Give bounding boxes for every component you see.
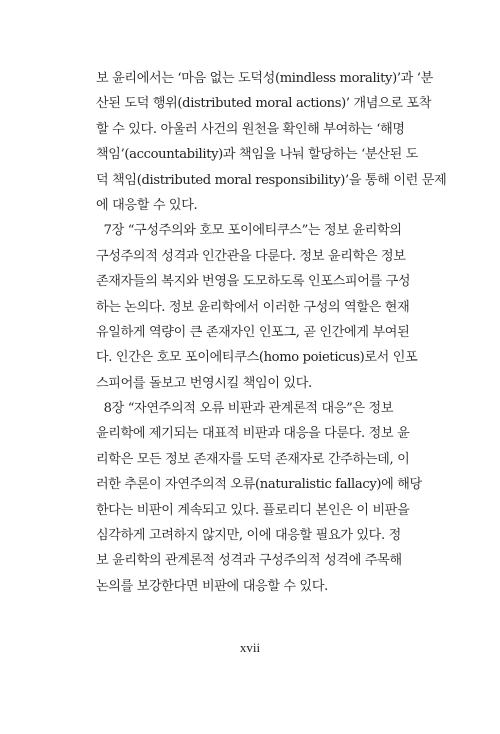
text-line: 스피어를 돌보고 번영시킬 책임이 있다. [96,375,312,391]
text-line: 보 윤리학의 관계론적 성격과 구성주의적 성격에 주목해 [96,553,402,569]
text-line: 한다는 비판이 계속되고 있다. 플로리디 본인은 이 비판을 [96,502,410,518]
text-line: 러한 추론이 자연주의적 오류(naturalistic fallacy)에 해당 [96,477,422,493]
text-line: 심각하게 고려하지 않지만, 이에 대응할 필요가 있다. 정 [96,528,401,544]
text-line: 하는 논의다. 정보 윤리학에서 이러한 구성의 역할은 현재 [96,299,410,315]
text-line: 책임’(accountability)과 책임을 나눠 할당하는 ‘분산된 도 [96,147,418,163]
text-line: 보 윤리에서는 ‘마음 없는 도덕성(mindless morality)’과 ‘분 [96,71,433,86]
text-line: 유일하게 역량이 큰 존재자인 인포그, 곧 인간에게 부여된 [96,324,410,340]
body-text [96,66,447,599]
text-line: 존재자들의 복지와 번영을 도모하도록 인포스피어를 구성 [96,274,411,290]
text-line: 에 대응할 수 있다. [96,197,198,213]
text-line: 산된 도덕 행위(distributed moral actions)’ 개념으로 포착 [96,96,432,112]
text-line: 윤리학에 제기되는 대표적 비판과 대응을 다룬다. 정보 윤 [96,426,410,442]
text-line: 할 수 있다. 아울러 사건의 원천을 확인해 부여하는 ‘해명 [96,121,405,137]
page-number: xvii [239,640,261,655]
paragraph-start-line: 7장 “구성주의와 호모 포이에티쿠스”는 정보 윤리학의 [96,223,402,239]
text-line: 논의를 보강한다면 비판에 대응할 수 있다. [96,578,328,594]
text-line: 덕 책임(distributed moral responsibility)’을 통해 이런 문제 [96,172,447,188]
text-line: 다. 인간은 호모 포이에티쿠스(homo poieticus)로서 인포 [96,350,418,366]
text-line: 구성주의적 성격과 인간관을 다룬다. 정보 윤리학은 정보 [96,248,406,264]
text-line: 리학은 모든 정보 존재자를 도덕 존재자로 간주하는데, 이 [96,451,410,467]
paragraph-start-line: 8장 “자연주의적 오류 비판과 관계론적 대응”은 정보 [96,401,394,417]
